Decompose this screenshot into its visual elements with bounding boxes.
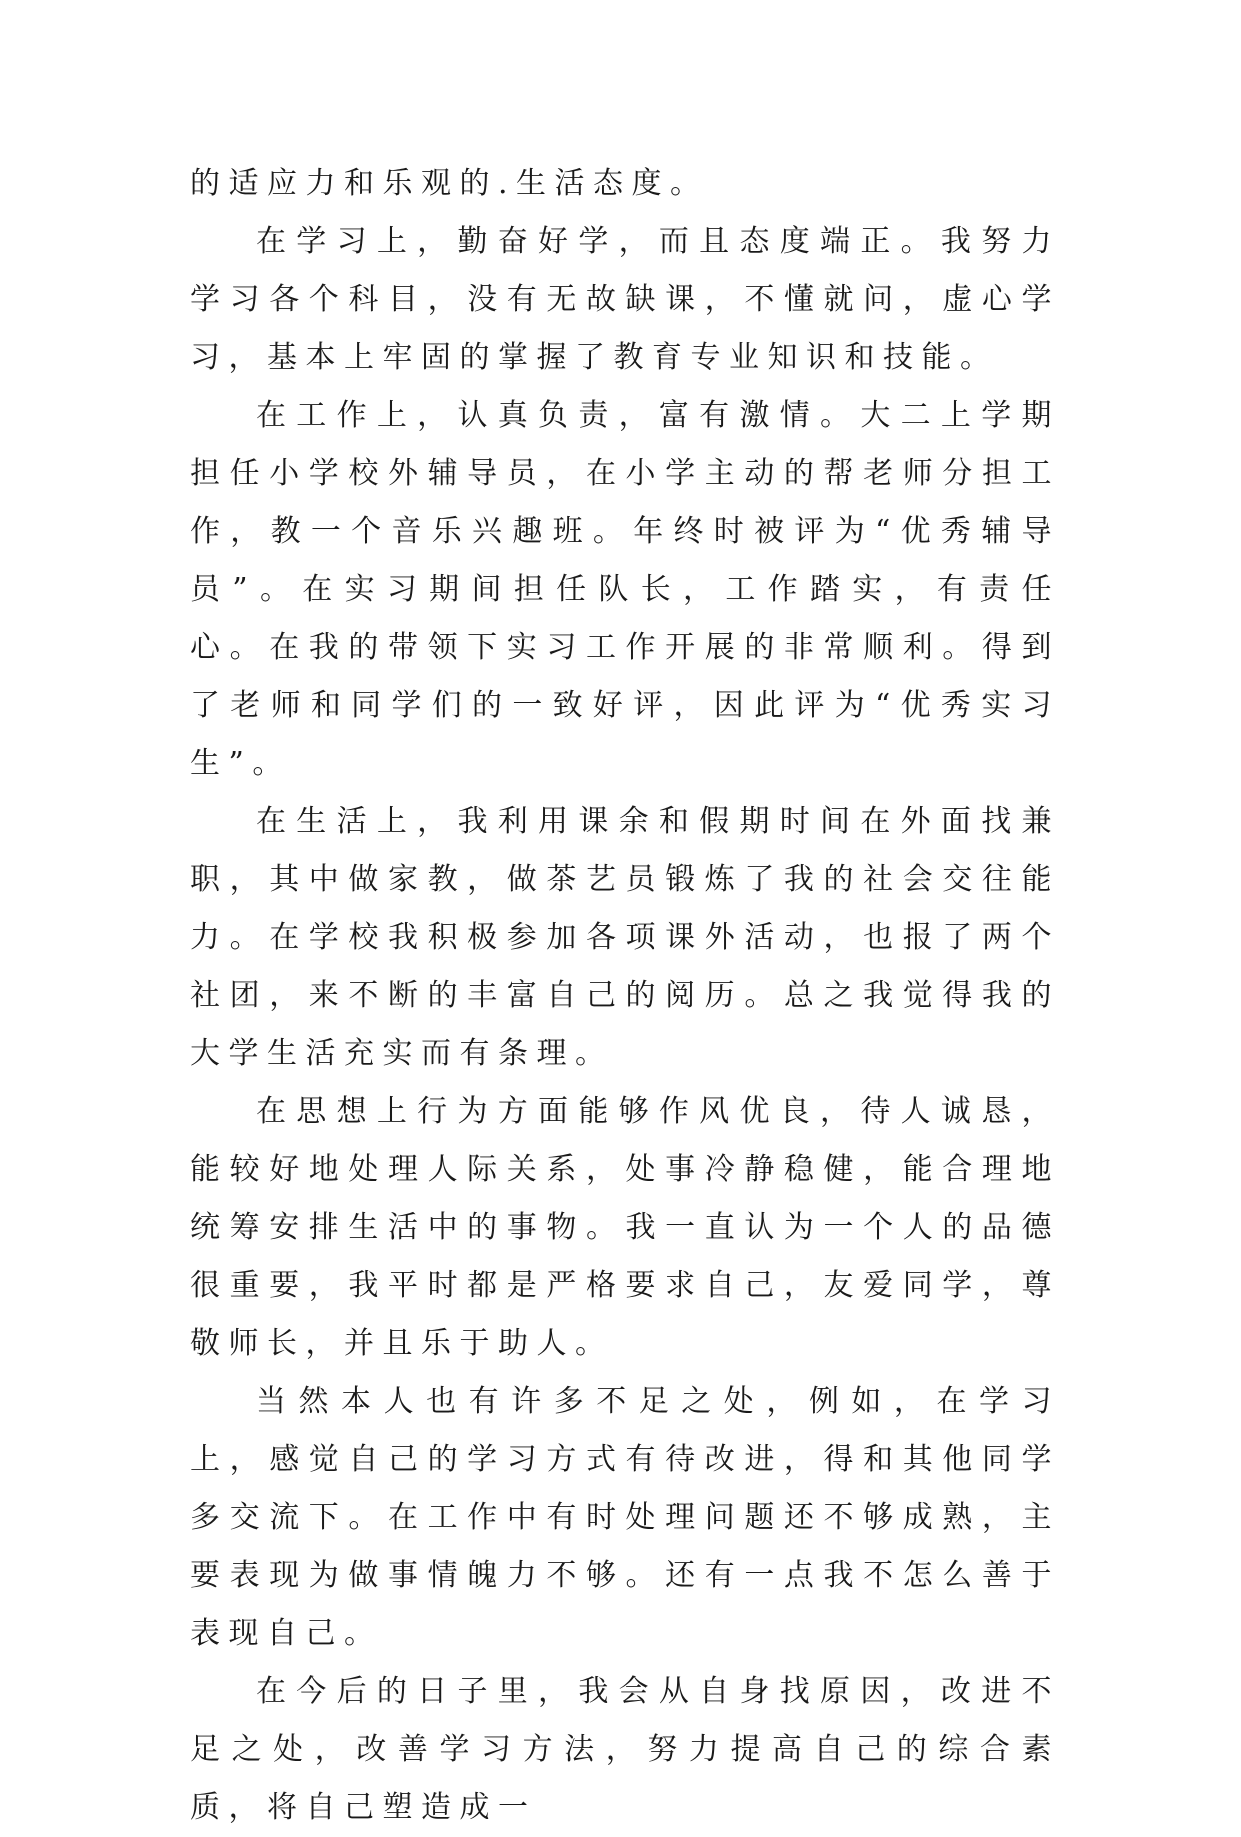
paragraph-work: 在工作上，认真负责，富有激情。大二上学期担任小学校外辅导员，在小学主动的帮老师分担工作，教一个音乐兴趣班。年终时被评为“优秀辅导员”。在实习期间担任队长，工作踏实，有责任心。在我的带领下实习工作开展的非常顺利。得到了老师和同学们的一致好评，因此评为“优秀实习生”。 [190,398,1060,781]
paragraph-shortcomings: 当然本人也有许多不足之处，例如，在学习上，感觉自己的学习方式有待改进，得和其他同学多交流下。在工作中有时处理问题还不够成熟，主要表现为做事情魄力不够。还有一点我不怎么善于表现自己。 [190,1384,1060,1651]
paragraph-study: 在学习上，勤奋好学，而且态度端正。我努力学习各个科目，没有无故缺课，不懂就问，虚心学习，基本上牢固的掌握了教育专业知识和技能。 [190,224,1060,375]
paragraph-life: 在生活上，我利用课余和假期时间在外面找兼职，其中做家教，做茶艺员锻炼了我的社会交往能力。在学校我积极参加各项课外活动，也报了两个社团，来不断的丰富自己的阅历。总之我觉得我的大学生活充实而有条理。 [190,804,1060,1071]
paragraph-future: 在今后的日子里，我会从自身找原因，改进不足之处，改善学习方法，努力提高自己的综合素质，将自己塑造成一 [190,1674,1060,1825]
document-body [190,155,1060,1837]
paragraph-thought: 在思想上行为方面能够作风优良，待人诚恳，能较好地处理人际关系，处事冷静稳健，能合理地统筹安排生活中的事物。我一直认为一个人的品德很重要，我平时都是严格要求自己，友爱同学，尊敬师长，并且乐于助人。 [190,1094,1060,1361]
paragraph-continuation: 的适应力和乐观的.生活态度。 [190,166,709,201]
